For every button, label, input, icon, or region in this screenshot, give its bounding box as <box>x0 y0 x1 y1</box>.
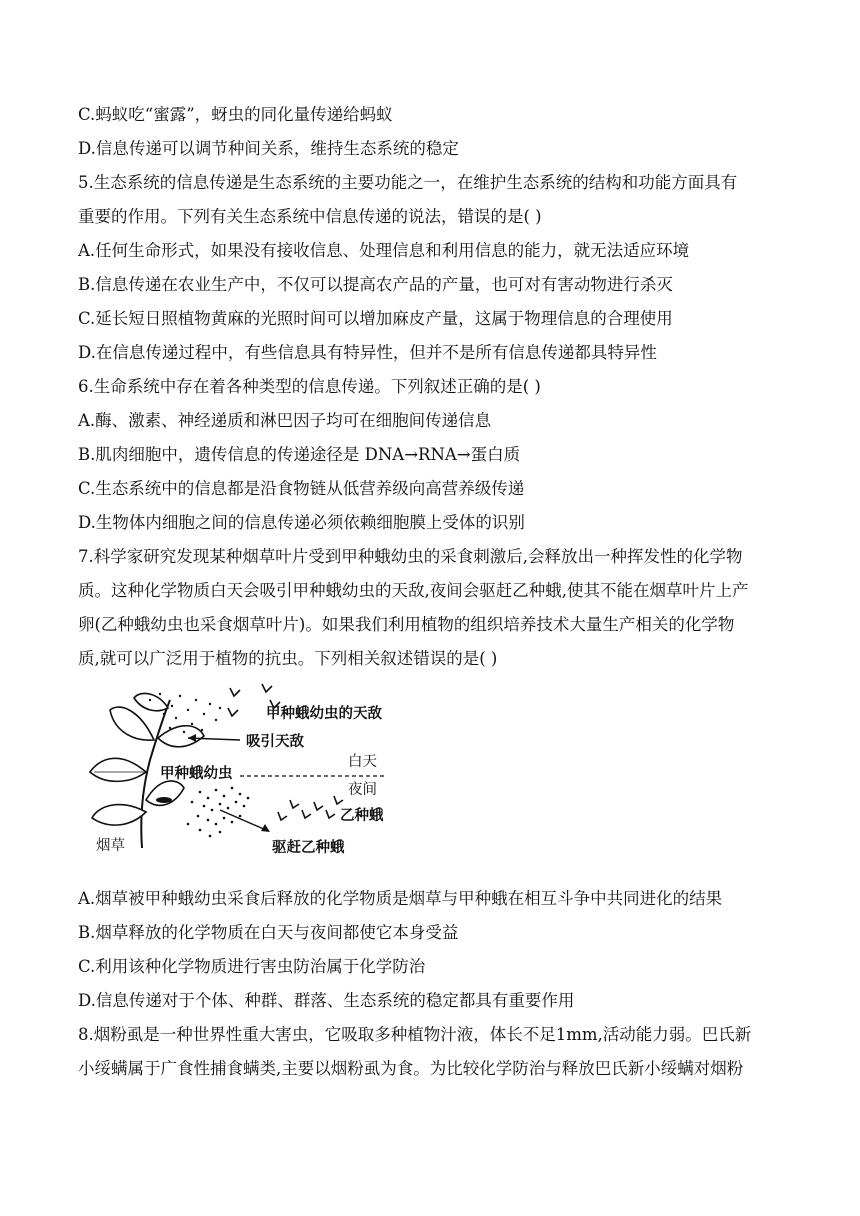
text-line: C.蚂蚁吃“蜜露”，蚜虫的同化量传递给蚂蚁 <box>78 105 393 124</box>
tobacco-moth-diagram <box>80 680 410 858</box>
question-5-option-a: A.任何生命形式，如果没有接收信息、处理信息和利用信息的能力，就无法适应环境 <box>78 241 690 260</box>
label-enemy: 甲种蛾幼虫的天敌 <box>266 706 382 722</box>
question-6-option-c: C.生态系统中的信息都是沿食物链从低营养级向高营养级传递 <box>78 479 525 498</box>
leaf <box>134 693 168 710</box>
question-5-option-c: C.延长短日照植物黄麻的光照时间可以增加麻皮产量，这属于物理信息的合理使用 <box>78 309 673 328</box>
label-day: 白天 <box>348 754 377 770</box>
question-7-option-a: A.烟草被甲种蛾幼虫采食后释放的化学物质是烟草与甲种蛾在相互斗争中共同进化的结果 <box>78 889 723 908</box>
label-tobacco: 烟草 <box>96 838 125 854</box>
label-larva: 甲种蛾幼虫 <box>160 766 233 782</box>
question-7-stem: 7.科学家研究发现某种烟草叶片受到甲种蛾幼虫的采食刺激后,会释放出一种挥发性的化学物 <box>78 547 743 566</box>
question-6-stem: 6.生命系统中存在着各种类型的信息传递。下列叙述正确的是( ) <box>78 377 541 396</box>
question-5-stem: 重要的作用。下列有关生态系统中信息传递的说法，错误的是( ) <box>78 207 542 226</box>
question-7-stem: 卵(乙种蛾幼虫也采食烟草叶片)。如果我们利用植物的组织培养技术大量生产相关的化学物 <box>78 615 735 634</box>
larva-icon <box>156 797 172 803</box>
question-7-option-d: D.信息传递对于个体、种群、群落、生态系统的稳定都具有重要作用 <box>78 991 575 1010</box>
question-6-option-a: A.酶、激素、神经递质和淋巴因子均可在细胞间传递信息 <box>78 411 492 430</box>
label-night: 夜间 <box>348 782 377 798</box>
label-moth-b: 乙种蛾 <box>340 808 384 824</box>
volatile-dots-night <box>187 787 250 838</box>
label-repel: 驱赶乙种蛾 <box>272 840 345 856</box>
question-5-stem: 5.生态系统的信息传递是生态系统的主要功能之一，在维护生态系统的结构和功能方面具有 <box>78 173 738 192</box>
question-8-stem: 小绥螨属于广食性捕食螨类,主要以烟粉虱为食。为比较化学防治与释放巴氏新小绥螨对烟粉 <box>78 1059 744 1078</box>
question-5-option-b: B.信息传递在农业生产中，不仅可以提高农产品的产量，也可对有害动物进行杀灭 <box>78 275 673 294</box>
question-6-option-d: D.生物体内细胞之间的信息传递必须依赖细胞膜上受体的识别 <box>78 513 525 532</box>
leaf <box>110 707 154 740</box>
leaf <box>158 726 204 747</box>
moth-b-icons <box>278 796 343 820</box>
question-7-option-b: B.烟草释放的化学物质在白天与夜间都使它本身受益 <box>78 923 459 942</box>
diagram-svg <box>80 680 410 858</box>
text-line: D.信息传递可以调节种间关系，维持生态系统的稳定 <box>78 139 459 158</box>
question-5-option-d: D.在信息传递过程中，有些信息具有特异性，但并不是所有信息传递都具特异性 <box>78 343 657 362</box>
repel-arrow <box>220 810 266 830</box>
leaf <box>92 805 146 826</box>
question-8-stem: 8.烟粉虱是一种世界性重大害虫，它吸取多种植物汁液，体长不足1mm,活动能力弱。巴氏新 <box>78 1025 752 1044</box>
label-attract: 吸引天敌 <box>246 734 304 750</box>
question-7-stem: 质。这种化学物质白天会吸引甲种蛾幼虫的天敌,夜间会驱赶乙种蛾,使其不能在烟草叶片上产 <box>78 581 749 600</box>
question-6-option-b: B.肌肉细胞中，遗传信息的传递途径是 DNA→RNA→蛋白质 <box>78 445 521 464</box>
question-7-option-c: C.利用该种化学物质进行害虫防治属于化学防治 <box>78 957 426 976</box>
question-7-stem: 质,就可以广泛用于植物的抗虫。下列相关叙述错误的是( ) <box>78 649 498 668</box>
leaf <box>90 758 146 781</box>
